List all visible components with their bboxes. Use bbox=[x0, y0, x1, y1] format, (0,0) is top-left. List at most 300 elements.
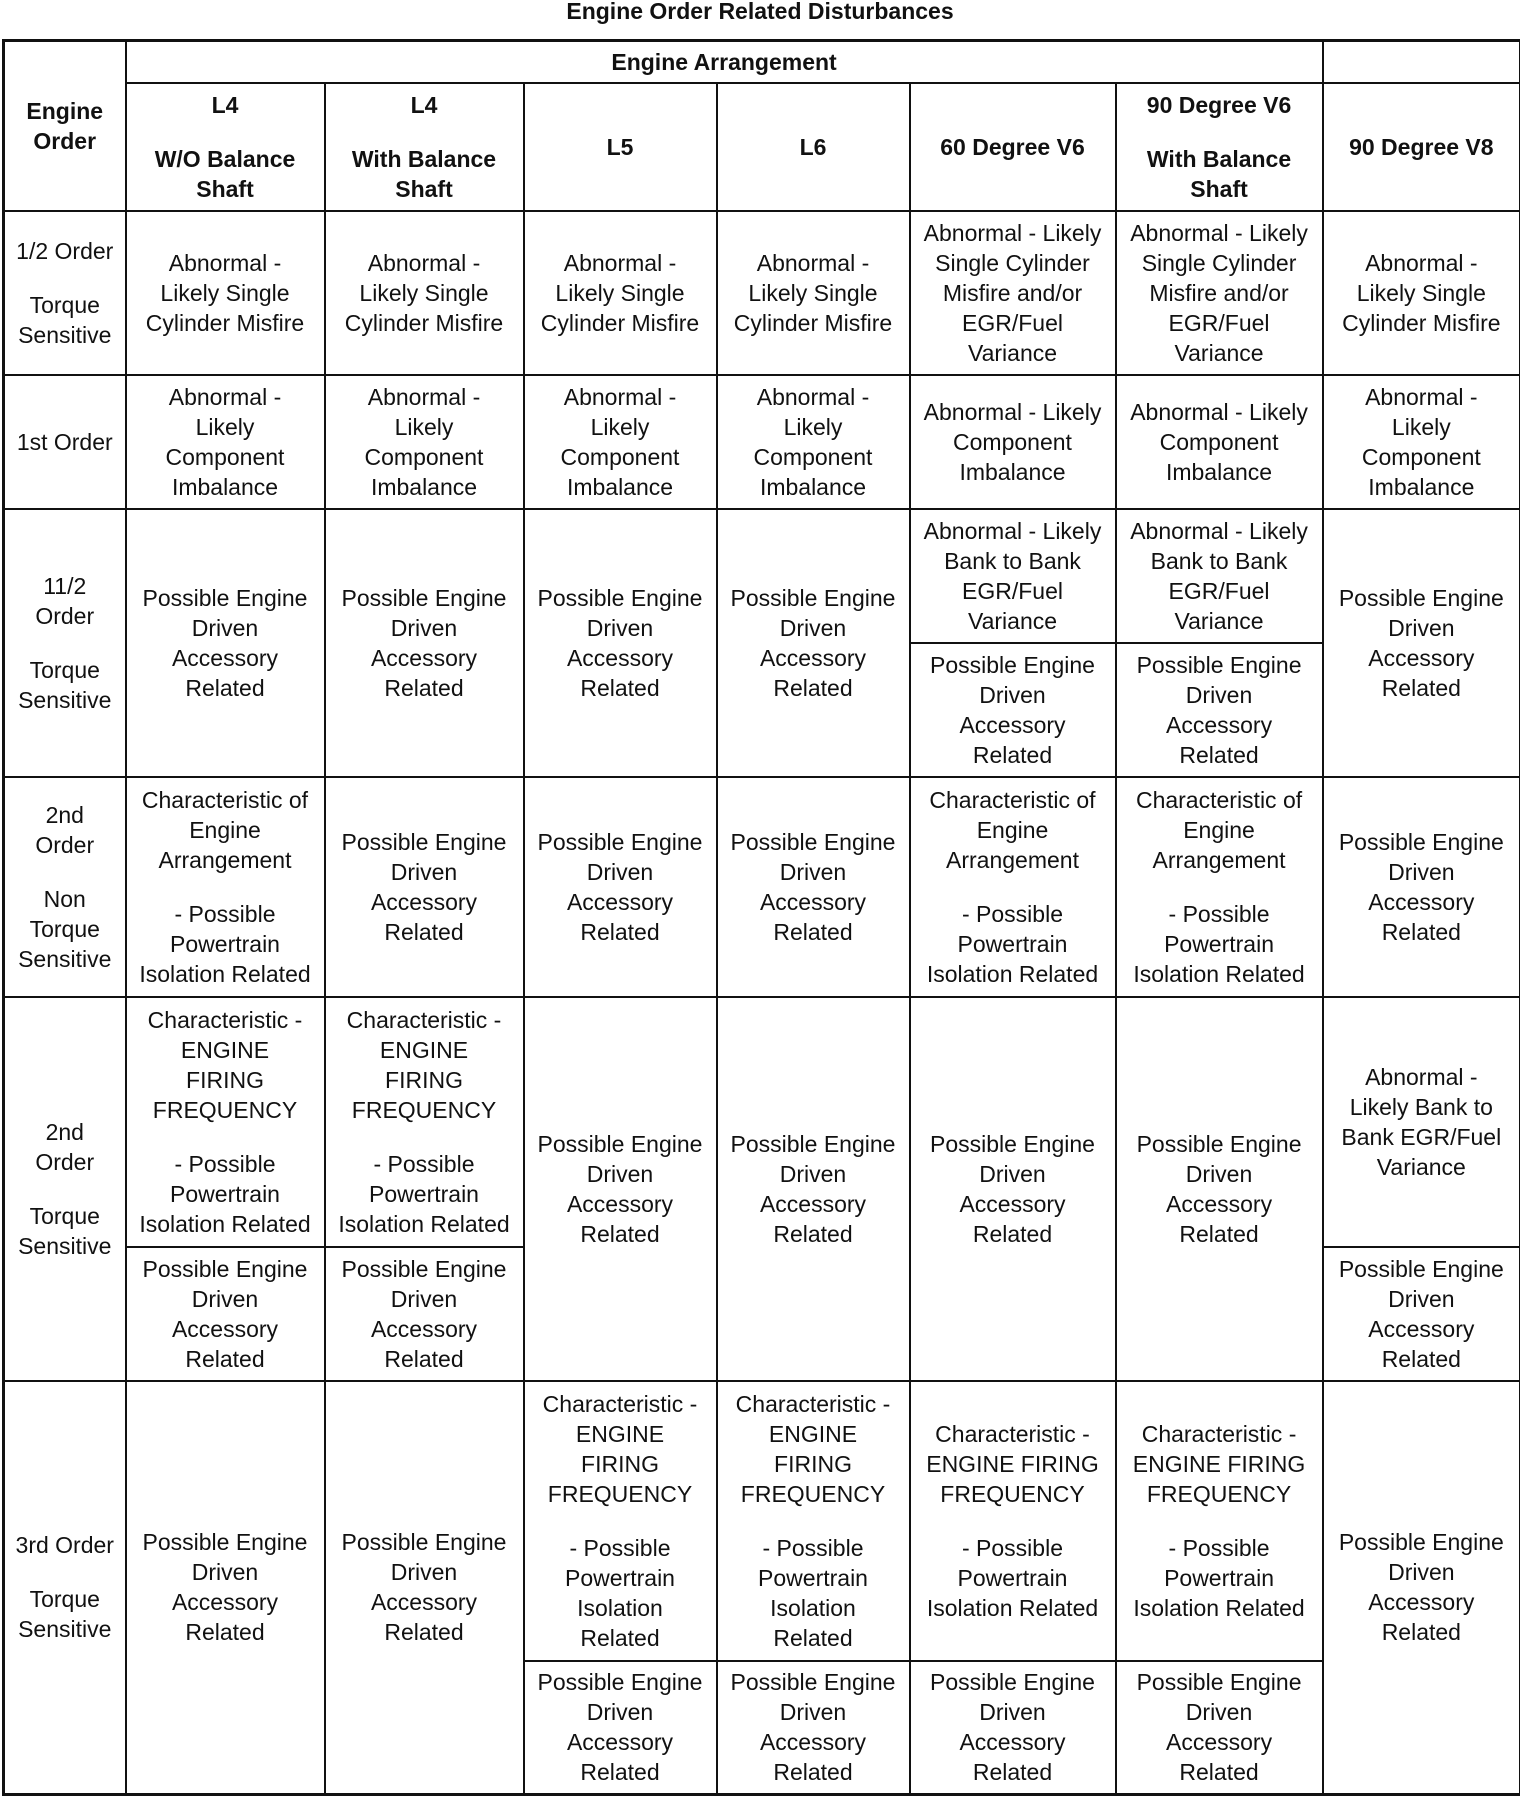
cell-text-line: Related bbox=[1381, 674, 1461, 701]
cell-text-line: - Possible bbox=[962, 1534, 1063, 1561]
cell-text-line: Sensitive bbox=[18, 1232, 112, 1259]
cell-text-line: Abnormal - Likely bbox=[923, 398, 1102, 425]
cell-text-line: Cylinder Misfire bbox=[733, 309, 893, 336]
cell-second-order-t-60-v6 bbox=[910, 997, 1116, 1381]
cell-one-and-half-order-90-v6-bottom bbox=[1116, 643, 1323, 777]
cell-text-line: ENGINE bbox=[180, 1036, 270, 1063]
cell-third-order-60-v6-top bbox=[910, 1381, 1116, 1661]
cell-text-line: Driven bbox=[586, 858, 654, 885]
cell-text-line: Driven bbox=[979, 681, 1046, 708]
cell-text-line: Driven bbox=[1185, 1160, 1253, 1187]
cell-text-line: Isolation Related bbox=[1133, 960, 1305, 987]
cell-third-order-60-v6-bottom bbox=[910, 1661, 1116, 1795]
cell-text-line: Isolation Related bbox=[926, 1594, 1099, 1621]
cell-text-line: Misfire and/or bbox=[942, 279, 1083, 306]
cell-text-line: Abnormal - Likely bbox=[1130, 219, 1308, 246]
cell-text-line: 1/2 Order bbox=[16, 237, 114, 264]
cell-text-line: Imbalance bbox=[171, 473, 279, 500]
row-label-one-and-half-order bbox=[4, 509, 126, 777]
cell-text-line: Sensitive bbox=[18, 321, 112, 348]
header-l4-with-balance-shaft bbox=[325, 83, 524, 211]
cell-text-line: Possible Engine bbox=[341, 1529, 507, 1556]
cell-text-line: Characteristic - bbox=[1141, 1420, 1297, 1447]
cell-text-line: Characteristic of bbox=[1135, 786, 1303, 813]
cell-text-line: Order bbox=[35, 602, 95, 629]
cell-text-line: Isolation Related bbox=[139, 960, 311, 987]
cell-text-line: Possible Engine bbox=[537, 1130, 703, 1157]
cell-text-line: Possible Engine bbox=[1136, 651, 1302, 678]
cell-text-line: Powertrain bbox=[957, 930, 1068, 957]
cell-first-order-l4-with-balance bbox=[325, 375, 524, 509]
cell-text-line: ENGINE bbox=[768, 1420, 858, 1447]
cell-text-line: FREQUENCY bbox=[547, 1480, 693, 1507]
cell-text-line: Engine bbox=[976, 816, 1049, 843]
cell-third-order-l6-top bbox=[717, 1381, 910, 1661]
cell-text-line: Powertrain bbox=[170, 1180, 280, 1207]
cell-text-line: FIRING bbox=[186, 1066, 264, 1093]
cell-third-order-l4-with-balance bbox=[325, 1381, 524, 1795]
cell-text-line: Accessory bbox=[1165, 711, 1273, 738]
cell-text-line: Powertrain bbox=[565, 1564, 675, 1591]
cell-text-line: Possible Engine bbox=[142, 1255, 308, 1282]
cell-text-line: Driven bbox=[779, 614, 847, 641]
cell-half-order-90-v6 bbox=[1116, 211, 1323, 375]
cell-text-line: Accessory bbox=[1368, 888, 1475, 915]
cell-text-line: Arrangement bbox=[158, 846, 292, 873]
cell-text-line: Driven bbox=[1388, 614, 1455, 641]
cell-text-line: Related bbox=[773, 1220, 853, 1247]
cell-text-line: Accessory bbox=[1368, 1315, 1475, 1342]
cell-text-line: Possible Engine bbox=[730, 828, 896, 855]
cell-text-line: Characteristic - bbox=[147, 1006, 303, 1033]
cell-text-line: Abnormal - Likely bbox=[1130, 517, 1308, 544]
cell-text-line: Possible Engine bbox=[1338, 828, 1504, 855]
cell-text-line: Likely Single bbox=[359, 279, 489, 306]
cell-text-line: FIRING bbox=[581, 1450, 659, 1477]
cell-second-order-t-l4-wo-balance-bottom bbox=[126, 1247, 325, 1381]
cell-text-line: Arrangement bbox=[946, 846, 1079, 873]
cell-text-line: Related bbox=[580, 674, 660, 701]
cell-text-line: Powertrain bbox=[1164, 1564, 1274, 1591]
cell-second-order-nt-l5 bbox=[524, 777, 717, 997]
cell-text-line: Component bbox=[1361, 443, 1481, 470]
cell-text-line: Driven bbox=[979, 1160, 1046, 1187]
cell-text-line: Isolation bbox=[770, 1594, 856, 1621]
paragraph-gap bbox=[527, 1509, 714, 1533]
cell-text-line: Related bbox=[580, 1220, 660, 1247]
cell-text-line: Imbalance bbox=[759, 473, 867, 500]
cell-text-line: Abnormal - bbox=[1365, 1063, 1478, 1090]
cell-text-line: Accessory bbox=[1165, 1190, 1273, 1217]
cell-text-line: Driven bbox=[191, 1559, 259, 1586]
cell-text-line: W/O Balance bbox=[154, 145, 296, 172]
cell-text-line: Related bbox=[972, 1759, 1053, 1786]
cell-text-line: 11/2 bbox=[43, 572, 87, 599]
cell-text-line: 2nd bbox=[45, 1118, 84, 1145]
cell-text-line: EGR/Fuel bbox=[1168, 309, 1270, 336]
cell-text-line: - Possible bbox=[174, 1150, 276, 1177]
cell-text-line: Possible Engine bbox=[142, 584, 308, 611]
cell-text-line: Accessory bbox=[759, 1190, 867, 1217]
cell-text-line: Accessory bbox=[370, 888, 478, 915]
cell-one-and-half-order-60-v6-top bbox=[910, 509, 1116, 643]
cell-text-line: Related bbox=[580, 1624, 660, 1651]
cell-third-order-90-v6-top bbox=[1116, 1381, 1323, 1661]
cell-text-line: Driven bbox=[779, 858, 847, 885]
cell-text-line: Accessory bbox=[370, 1589, 478, 1616]
paragraph-gap bbox=[129, 1125, 322, 1149]
cell-text-line: Accessory bbox=[1165, 1729, 1273, 1756]
cell-second-order-t-l6 bbox=[717, 997, 910, 1381]
cell-text-line: Related bbox=[1381, 918, 1461, 945]
row-label-second-order-torque bbox=[4, 997, 126, 1381]
cell-text-line: - Possible bbox=[569, 1534, 671, 1561]
cell-second-order-nt-l4-wo-balance bbox=[126, 777, 325, 997]
cell-text-line: 3rd Order bbox=[15, 1532, 114, 1559]
cell-half-order-l4-wo-balance bbox=[126, 211, 325, 375]
cell-text-line: Accessory bbox=[759, 644, 867, 671]
cell-text-line: With Balance bbox=[1146, 145, 1292, 172]
cell-text-line: Imbalance bbox=[1165, 458, 1273, 485]
cell-one-and-half-order-90-v8 bbox=[1323, 509, 1520, 777]
cell-text-line: Related bbox=[1381, 1345, 1461, 1372]
cell-text-line: Sensitive bbox=[18, 945, 112, 972]
paragraph-gap bbox=[328, 1125, 521, 1149]
cell-text-line: Related bbox=[185, 674, 265, 701]
cell-text-line: Driven bbox=[390, 1559, 458, 1586]
cell-second-order-t-l5 bbox=[524, 997, 717, 1381]
cell-half-order-60-v6 bbox=[910, 211, 1116, 375]
cell-text-line: - Possible bbox=[762, 1534, 864, 1561]
cell-text-line: Misfire and/or bbox=[1149, 279, 1289, 306]
cell-text-line: Characteristic - bbox=[935, 1420, 1090, 1447]
cell-text-line: L4 bbox=[410, 91, 438, 118]
cell-text-line: Related bbox=[185, 1619, 265, 1646]
cell-text-line: Related bbox=[384, 674, 464, 701]
cell-second-order-nt-60-v6 bbox=[910, 777, 1116, 997]
cell-text-line: Likely bbox=[394, 413, 454, 440]
cell-text-line: Shaft bbox=[196, 175, 254, 202]
cell-text-line: Accessory bbox=[759, 1729, 867, 1756]
cell-text-line: Cylinder Misfire bbox=[145, 309, 305, 336]
cell-half-order-l5 bbox=[524, 211, 717, 375]
cell-text-line: L5 bbox=[606, 133, 634, 160]
cell-text-line: Driven bbox=[1388, 858, 1455, 885]
cell-text-line: Likely Bank to bbox=[1349, 1093, 1493, 1120]
cell-second-order-t-l4-wo-balance-top bbox=[126, 997, 325, 1247]
paragraph-gap bbox=[1119, 1509, 1320, 1533]
cell-first-order-90-v8 bbox=[1323, 375, 1520, 509]
cell-text-line: ENGINE FIRING bbox=[1132, 1450, 1306, 1477]
cell-text-line: Likely Single bbox=[1356, 279, 1486, 306]
cell-text-line: 1st Order bbox=[16, 428, 113, 455]
cell-text-line: Single Cylinder bbox=[935, 249, 1090, 276]
cell-text-line: Related bbox=[1179, 741, 1259, 768]
row-label-first-order bbox=[4, 375, 126, 509]
cell-third-order-l5-top bbox=[524, 1381, 717, 1661]
cell-half-order-l4-with-balance bbox=[325, 211, 524, 375]
cell-text-line: EGR/Fuel bbox=[1168, 577, 1270, 604]
cell-text-line: Abnormal - bbox=[168, 249, 282, 276]
cell-text-line: Accessory bbox=[959, 711, 1066, 738]
cell-text-line: Component bbox=[560, 443, 680, 470]
cell-text-line: Abnormal - bbox=[1365, 383, 1478, 410]
cell-text-line: Likely Single bbox=[748, 279, 878, 306]
cell-text-line: Abnormal - Likely bbox=[923, 517, 1102, 544]
cell-text-line: Isolation Related bbox=[338, 1210, 510, 1237]
cell-half-order-90-v8 bbox=[1323, 211, 1520, 375]
cell-text-line: Possible Engine bbox=[142, 1529, 308, 1556]
cell-text-line: Related bbox=[773, 918, 853, 945]
cell-text-line: L4 bbox=[211, 91, 239, 118]
cell-text-line: Component bbox=[165, 443, 285, 470]
cell-text-line: Accessory bbox=[959, 1729, 1066, 1756]
cell-text-line: Cylinder Misfire bbox=[540, 309, 700, 336]
cell-text-line: Imbalance bbox=[959, 458, 1066, 485]
cell-text-line: Order bbox=[35, 831, 95, 858]
cell-text-line: Driven bbox=[586, 1160, 654, 1187]
header-90-degree-v8 bbox=[1323, 83, 1520, 211]
cell-text-line: Driven bbox=[1388, 1285, 1455, 1312]
cell-text-line: Abnormal - bbox=[563, 249, 677, 276]
cell-text-line: Bank EGR/Fuel bbox=[1341, 1123, 1502, 1150]
cell-text-line: Related bbox=[384, 918, 464, 945]
cell-text-line: Arrangement bbox=[1152, 846, 1286, 873]
cell-third-order-l6-bottom bbox=[717, 1661, 910, 1795]
cell-text-line: Shaft bbox=[1190, 175, 1248, 202]
cell-text-line: Related bbox=[384, 1345, 464, 1372]
cell-first-order-90-v6 bbox=[1116, 375, 1323, 509]
cell-third-order-90-v6-bottom bbox=[1116, 1661, 1323, 1795]
cell-text-line: Related bbox=[384, 1619, 464, 1646]
cell-text-line: ENGINE bbox=[575, 1420, 665, 1447]
cell-text-line: Torque bbox=[29, 915, 100, 942]
cell-text-line: Related bbox=[1381, 1619, 1461, 1646]
cell-text-line: - Possible bbox=[1168, 900, 1270, 927]
paragraph-gap bbox=[129, 875, 322, 899]
cell-text-line: Possible Engine bbox=[537, 1669, 703, 1696]
cell-text-line: Possible Engine bbox=[1136, 1130, 1302, 1157]
cell-one-and-half-order-l4-wo-balance bbox=[126, 509, 325, 777]
cell-text-line: Abnormal - Likely bbox=[1130, 398, 1308, 425]
cell-text-line: Engine bbox=[26, 97, 104, 124]
cell-text-line: Order bbox=[33, 127, 97, 154]
cell-text-line: Variance bbox=[1174, 607, 1264, 634]
cell-text-line: Imbalance bbox=[566, 473, 674, 500]
cell-one-and-half-order-60-v6-bottom bbox=[910, 643, 1116, 777]
cell-text-line: Accessory bbox=[171, 644, 279, 671]
cell-text-line: Imbalance bbox=[370, 473, 478, 500]
cell-text-line: Driven bbox=[390, 858, 458, 885]
paragraph-gap bbox=[129, 120, 322, 144]
cell-text-line: FREQUENCY bbox=[1146, 1480, 1292, 1507]
cell-text-line: 90 Degree V6 bbox=[1146, 91, 1292, 118]
cell-text-line: Accessory bbox=[959, 1190, 1066, 1217]
cell-text-line: Engine bbox=[1183, 816, 1255, 843]
cell-second-order-nt-l4-with-balance bbox=[325, 777, 524, 997]
cell-one-and-half-order-l6 bbox=[717, 509, 910, 777]
cell-text-line: Possible Engine bbox=[1136, 1669, 1302, 1696]
cell-text-line: Abnormal - bbox=[563, 383, 677, 410]
cell-one-and-half-order-90-v6-top bbox=[1116, 509, 1323, 643]
cell-text-line: Driven bbox=[1185, 681, 1253, 708]
cell-text-line: 60 Degree V6 bbox=[940, 133, 1085, 160]
cell-text-line: Abnormal - bbox=[756, 383, 870, 410]
cell-text-line: Torque bbox=[29, 656, 100, 683]
cell-text-line: Bank to Bank bbox=[944, 547, 1081, 574]
cell-text-line: FIRING bbox=[774, 1450, 852, 1477]
cell-text-line: Variance bbox=[967, 607, 1058, 634]
cell-second-order-nt-l6 bbox=[717, 777, 910, 997]
cell-text-line: Possible Engine bbox=[930, 1130, 1095, 1157]
cell-text-line: Isolation Related bbox=[1133, 1594, 1305, 1621]
cell-text-line: With Balance bbox=[351, 145, 497, 172]
cell-text-line: Possible Engine bbox=[930, 1669, 1095, 1696]
cell-text-line: Driven bbox=[1185, 1699, 1253, 1726]
cell-first-order-l5 bbox=[524, 375, 717, 509]
cell-text-line: Isolation bbox=[577, 1594, 663, 1621]
cell-text-line: FREQUENCY bbox=[740, 1480, 886, 1507]
cell-text-line: Related bbox=[773, 1624, 853, 1651]
cell-third-order-l5-bottom bbox=[524, 1661, 717, 1795]
cell-text-line: Component bbox=[753, 443, 873, 470]
cell-text-line: Order bbox=[35, 1148, 95, 1175]
cell-text-line: Possible Engine bbox=[537, 584, 703, 611]
cell-text-line: Powertrain bbox=[1164, 930, 1274, 957]
cell-text-line: Possible Engine bbox=[537, 828, 703, 855]
cell-text-line: - Possible bbox=[1168, 1534, 1270, 1561]
cell-text-line: Related bbox=[185, 1345, 265, 1372]
cell-text-line: Abnormal - bbox=[367, 383, 481, 410]
cell-text-line: Accessory bbox=[1368, 1589, 1475, 1616]
cell-text-line: Variance bbox=[1174, 339, 1264, 366]
header-l5 bbox=[524, 83, 717, 211]
row-label-second-order-non-torque bbox=[4, 777, 126, 997]
cell-text-line: Powertrain bbox=[369, 1180, 479, 1207]
cell-text-line: Possible Engine bbox=[1338, 584, 1504, 611]
cell-text-line: Possible Engine bbox=[930, 651, 1095, 678]
header-engine-arrangement: Engine Arrangement bbox=[126, 41, 1323, 83]
page-title: Engine Order Related Disturbances bbox=[566, 0, 954, 24]
cell-text-line: Isolation Related bbox=[926, 960, 1099, 987]
cell-text-line: Abnormal - bbox=[168, 383, 282, 410]
paragraph-gap bbox=[7, 1177, 123, 1201]
cell-text-line: Torque bbox=[29, 1202, 100, 1229]
cell-text-line: Possible Engine bbox=[341, 584, 507, 611]
paragraph-gap bbox=[7, 631, 123, 655]
paragraph-gap bbox=[720, 1509, 907, 1533]
cell-text-line: Powertrain bbox=[957, 1564, 1068, 1591]
cell-text-line: Driven bbox=[586, 1699, 654, 1726]
paragraph-gap bbox=[7, 860, 123, 884]
header-blank-cell bbox=[1323, 41, 1520, 83]
paragraph-gap bbox=[1119, 875, 1320, 899]
cell-text-line: Driven bbox=[390, 1285, 458, 1312]
row-label-third-order bbox=[4, 1381, 126, 1795]
cell-text-line: Accessory bbox=[370, 1315, 478, 1342]
cell-text-line: EGR/Fuel bbox=[962, 309, 1063, 336]
cell-text-line: Accessory bbox=[566, 888, 674, 915]
cell-text-line: Accessory bbox=[171, 1589, 279, 1616]
cell-text-line: Accessory bbox=[1368, 644, 1475, 671]
cell-text-line: Related bbox=[773, 674, 853, 701]
cell-text-line: Cylinder Misfire bbox=[344, 309, 504, 336]
cell-text-line: Accessory bbox=[171, 1315, 279, 1342]
cell-text-line: FREQUENCY bbox=[351, 1096, 497, 1123]
row-label-half-order bbox=[4, 211, 126, 375]
cell-text-line: Related bbox=[972, 741, 1053, 768]
header-90-degree-v6-with-balance-shaft bbox=[1116, 83, 1323, 211]
cell-text-line: Bank to Bank bbox=[1150, 547, 1288, 574]
cell-third-order-90-v8 bbox=[1323, 1381, 1520, 1795]
cell-text-line: Engine bbox=[189, 816, 261, 843]
header-l6 bbox=[717, 83, 910, 211]
cell-second-order-nt-90-v6 bbox=[1116, 777, 1323, 997]
cell-text-line: Imbalance bbox=[1368, 473, 1475, 500]
cell-third-order-l4-wo-balance bbox=[126, 1381, 325, 1795]
cell-text-line: ENGINE bbox=[379, 1036, 469, 1063]
cell-text-line: FIRING bbox=[385, 1066, 463, 1093]
cell-text-line: Variance bbox=[967, 339, 1058, 366]
cell-text-line: Accessory bbox=[566, 1729, 674, 1756]
cell-text-line: Torque bbox=[29, 1586, 100, 1613]
engine-order-table bbox=[2, 39, 1520, 1796]
cell-text-line: Component bbox=[1159, 428, 1279, 455]
cell-text-line: Accessory bbox=[370, 644, 478, 671]
cell-text-line: Related bbox=[580, 1759, 660, 1786]
cell-text-line: Likely Single bbox=[555, 279, 685, 306]
cell-text-line: 90 Degree V8 bbox=[1349, 133, 1494, 160]
cell-text-line: FREQUENCY bbox=[940, 1480, 1085, 1507]
paragraph-gap bbox=[328, 120, 521, 144]
cell-text-line: Driven bbox=[779, 1160, 847, 1187]
cell-first-order-l6 bbox=[717, 375, 910, 509]
paragraph-gap bbox=[7, 1560, 123, 1584]
cell-text-line: Driven bbox=[191, 614, 259, 641]
cell-text-line: Powertrain bbox=[758, 1564, 868, 1591]
cell-text-line: Possible Engine bbox=[1338, 1529, 1504, 1556]
cell-second-order-t-l4-with-balance-top bbox=[325, 997, 524, 1247]
paragraph-gap bbox=[913, 875, 1113, 899]
cell-text-line: Powertrain bbox=[170, 930, 280, 957]
header-60-degree-v6 bbox=[910, 83, 1116, 211]
cell-text-line: Abnormal - bbox=[367, 249, 481, 276]
cell-text-line: Sensitive bbox=[18, 1616, 112, 1643]
cell-first-order-60-v6 bbox=[910, 375, 1116, 509]
cell-second-order-nt-90-v8 bbox=[1323, 777, 1520, 997]
cell-text-line: Related bbox=[1179, 1220, 1259, 1247]
cell-text-line: 2nd bbox=[45, 801, 84, 828]
cell-text-line: Driven bbox=[390, 614, 458, 641]
cell-text-line: Likely bbox=[783, 413, 843, 440]
cell-text-line: Driven bbox=[586, 614, 654, 641]
cell-text-line: Likely bbox=[590, 413, 650, 440]
cell-text-line: Driven bbox=[191, 1285, 259, 1312]
cell-text-line: - Possible bbox=[174, 900, 276, 927]
cell-text-line: Accessory bbox=[566, 1190, 674, 1217]
cell-text-line: Abnormal - Likely bbox=[923, 219, 1102, 246]
header-l4-without-balance-shaft bbox=[126, 83, 325, 211]
cell-text-line: Component bbox=[953, 428, 1072, 455]
cell-first-order-l4-wo-balance bbox=[126, 375, 325, 509]
cell-text-line: Characteristic - bbox=[735, 1390, 891, 1417]
cell-one-and-half-order-l4-with-balance bbox=[325, 509, 524, 777]
cell-text-line: Accessory bbox=[759, 888, 867, 915]
cell-text-line: Characteristic of bbox=[141, 786, 309, 813]
cell-text-line: Isolation Related bbox=[139, 1210, 311, 1237]
paragraph-gap bbox=[913, 1509, 1113, 1533]
cell-text-line: EGR/Fuel bbox=[962, 577, 1063, 604]
